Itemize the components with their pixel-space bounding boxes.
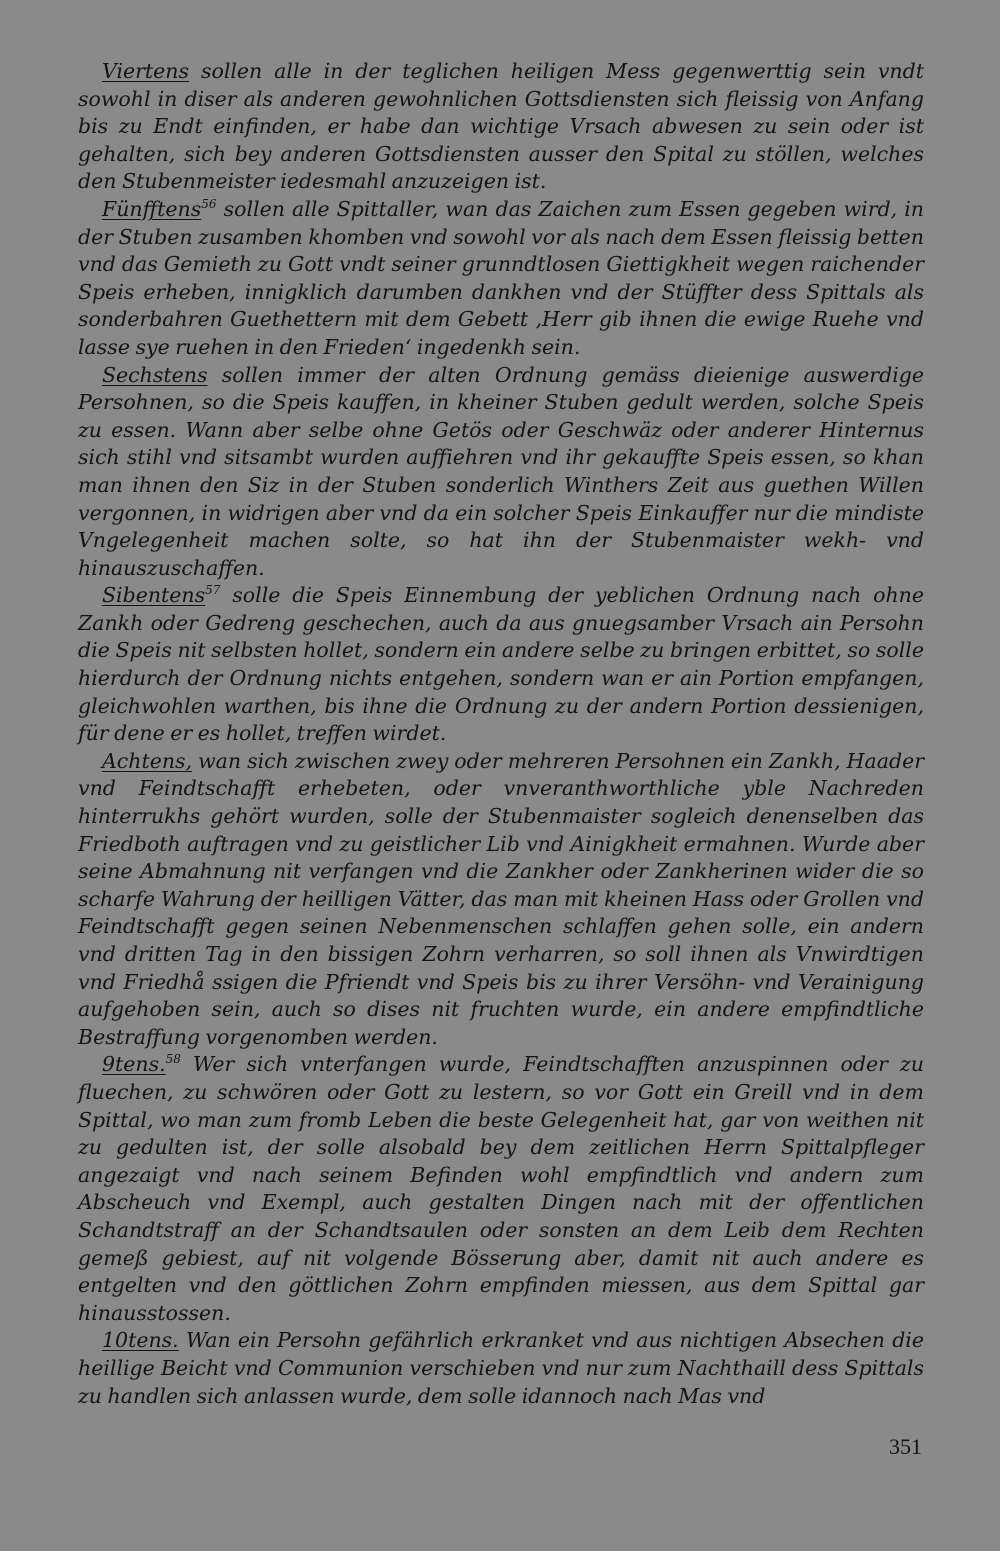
paragraph-sibentens [78,582,924,748]
paragraph-fuenfftens [78,196,924,362]
paragraph-lead: Achtens, [102,748,193,773]
footnote-ref: 58 [165,1052,181,1067]
paragraph-text: wan sich zwischen zwey oder mehreren Persohnen ein Zankh, Haader vnd Feindtschafft erhebeten, oder vnveranthworthliche yble Nachreden hinterrukhs gehört wurden, solle der Stubenmaister sogleich denenselben das Friedboth auftragen vnd zu geistlicher Lib vnd Ainigkheit ermahnen. Wurde aber seine Abmahnung nit verfangen vnd die Zankher oder Zankherinen wider die so scharfe Wahrung der heilligen Vätter, das man mit kheinen Hass oder Grollen vnd Feindtschafft gegen seinen Nebenmenschen schlaffen gehen solle, ein andern vnd dritten Tag in den bissigen Zohrn verharren, so soll ihnen als Vnwirdtigen vnd Friedhå ssigen die Pfriendt vnd Speis bis zu ihrer Versöhn- vnd Verainigung aufgehoben sein, auch so dises nit fruchten wurde, ein andere empfindtliche Bestraffung vorgenomben werden. [78,748,924,1049]
paragraph-lead: 9tens. [102,1052,166,1077]
paragraph-viertens [78,58,924,196]
paragraph-zehntens [78,1327,924,1410]
paragraph-text: sollen alle in der teglichen heiligen Mess gegenwerttig sein vndt sowohl in diser als anderen gewohnlichen Gottsdiensten sich fleissig von Anfang bis zu Endt einfinden, er habe dan wichtige Vrsach abwesen zu sein oder ist gehalten, sich bey anderen Gottsdiensten ausser den Spital zu stöllen, welches den Stubenmeister iedesmahl anzuzeigen ist. [78,59,924,194]
footnote-ref: 57 [205,583,221,598]
footnote-ref: 56 [201,197,217,212]
paragraph-text: sollen immer der alten Ordnung gemäss dieienige auswerdige Persohnen, so die Speis kauffen, in kheiner Stuben gedult werden, solche Speis zu essen. Wann aber selbe ohne Getös oder Geschwäz oder anderer Hinternus sich stihl vnd sitsambt wurden auffiehren vnd ihr gekauffte Speis essen, so khan man ihnen den Siz in der Stuben sonderlich Winthers Zeit aus guethen Willen vergonnen, in widrigen aber vnd da ein solcher Speis Einkauffer nur die mindiste Vngelegenheit machen solte, so hat ihn der Stubenmaister wekh- vnd hinauszuschaffen. [78,362,924,580]
paragraph-neuntens [78,1051,924,1327]
paragraph-lead: Viertens [102,59,190,83]
paragraph-lead: Fünfftens [102,196,202,221]
paragraph-achtens [78,748,924,1052]
document-page [78,58,924,1488]
paragraph-text: Wer sich vnterfangen wurde, Feindtschafften anzuspinnen oder zu fluechen, zu schwören oder Gott zu lestern, so vor Gott ein Greill vnd in dem Spittal, wo man zum fromb Leben die beste Gelegenheit hat, gar von weithen nit zu gedulten ist, der solle alsobald bey dem zeitlichen Herrn Spittalpfleger angezaigt vnd nach seinem Befinden wohl empfindtlich vnd andern zum Abscheuch vnd Exempl, auch gestalten Dingen nach mit der offentlichen Schandtstraff an der Schandtsaulen oder sonsten an dem Leib dem Rechten gemeß gebiest, auf nit volgende Bösserung aber, damit nit auch andere es entgelten vnd den göttlichen Zohrn empfinden miessen, aus dem Spittal gar hinausstossen. [78,1052,924,1325]
paragraph-lead: 10tens. [102,1328,179,1353]
paragraph-lead: Sibentens [102,583,206,608]
paragraph-text: Wan ein Persohn gefährlich erkranket vnd aus nichtigen Absechen die heillige Beicht vnd Communion verschieben vnd nur zum Nachthaill dess Spittals zu handlen sich anlassen wurde, dem solle idannoch nach Mas vnd [78,1328,924,1408]
paragraph-sechstens [78,362,924,583]
paragraph-text: sollen alle Spittaller, wan das Zaichen zum Essen gegeben wird, in der Stuben zusamben khomben vnd sowohl vor als nach dem Essen fleissig betten vnd das Gemieth zu Gott vndt seiner grunndtlosen Giettigkheit wegen raichender Speis erheben, innigklich darumben dankhen vnd der Stüffter dess Spittals als sonderbahren Guethettern mit dem Gebett ‚Herr gib ihnen die ewige Ruehe vnd lasse sye ruehen in den Frieden‘ ingedenkh sein. [78,196,924,359]
paragraph-lead: Sechstens [102,362,208,387]
page-number: 351 [889,1434,922,1459]
paragraph-text: solle die Speis Einnembung der yeblichen Ordnung nach ohne Zankh oder Gedreng geschechen, auch da aus gnuegsamber Vrsach ain Persohn die Speis nit selbsten hollet, sondern ein andere selbe zu bringen erbittet, so solle hierdurch der Ordnung nichts entgehen, sondern wan er ain Portion empfangen, gleichwohlen warthen, bis ihne die Ordnung zu der andern Portion dessienigen, für dene er es hollet, treffen wirdet. [78,583,924,746]
